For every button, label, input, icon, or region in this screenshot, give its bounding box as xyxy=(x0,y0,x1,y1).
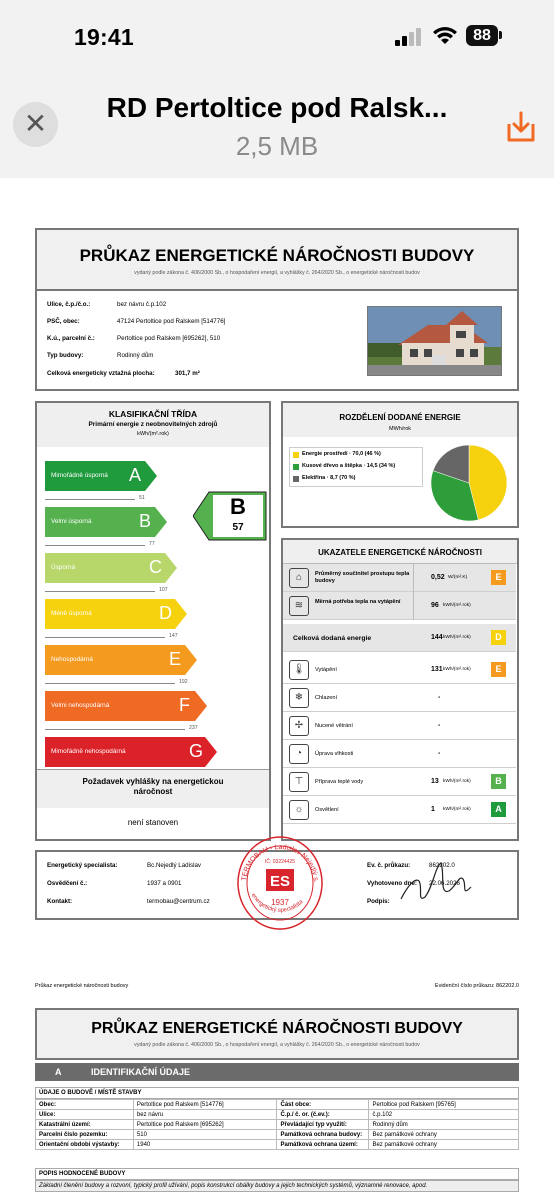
indicator-row xyxy=(283,796,516,824)
info-value: Rodinný dům xyxy=(117,352,154,359)
specialist-value: Bc.Nejedlý Ladislav xyxy=(147,862,201,869)
svg-text:1937: 1937 xyxy=(271,898,289,907)
info-label: PSČ, obec: xyxy=(47,318,80,325)
classification-title: KLASIFIKAČNÍ TŘÍDA xyxy=(108,409,198,419)
table-cell: Pertoltice pod Ralskem [95765] xyxy=(369,1100,519,1110)
table-cell: 510 xyxy=(133,1130,277,1140)
class-label: Méně úsporná xyxy=(51,610,92,617)
page2-subtitle: vydaný podle zákona č. 406/2000 Sb., o hospodaření energií, a vyhlášky č. 264/2020 Sb., o energetické náročnosti budov xyxy=(134,1042,420,1048)
building-info xyxy=(35,291,519,391)
indicator-unit: kWh/(m².rok) xyxy=(443,779,471,784)
table-cell: Rodinný dům xyxy=(369,1120,519,1130)
classification-subtitle: Primární energie z neobnovitelných zdrojů xyxy=(88,421,218,428)
class-label: Mimořádně nehospodárná xyxy=(51,748,126,755)
class-label: Úsporná xyxy=(51,564,76,571)
class-threshold: 107 xyxy=(159,587,168,593)
class-letter: G xyxy=(189,741,204,761)
viewer-header xyxy=(0,75,554,178)
legend-swatch xyxy=(293,476,299,482)
certificate-header xyxy=(35,228,519,291)
info-value: 301,7 m² xyxy=(175,370,200,377)
indicator-row xyxy=(283,740,516,768)
class-label: Mimořádně úsporná xyxy=(51,472,108,479)
specialist-label: Kontakt: xyxy=(47,898,73,905)
indicator-row xyxy=(283,624,516,652)
clock: 19:41 xyxy=(74,24,134,50)
table-cell: Ulice: xyxy=(36,1110,134,1120)
page2-header-left: Průkaz energetické náročnosti budovy xyxy=(35,983,129,989)
indicator-label: Celková dodaná energie xyxy=(293,635,372,642)
table-cell: č.p.102 xyxy=(369,1110,519,1120)
indicator-value: - xyxy=(438,722,441,729)
info-value: Pertoltice pod Ralskem [695262], 510 xyxy=(117,335,221,342)
info-value: 47124 Pertoltice pod Ralskem [514776] xyxy=(117,318,226,325)
indicator-row xyxy=(283,712,516,740)
table-cell: Pertoltice pod Ralskem [695262] xyxy=(133,1120,277,1130)
indicator-label: Průměrný součinitel prostupu tepla budovy xyxy=(315,571,410,584)
indicator-label: Měrná potřeba tepla na vytápění xyxy=(315,599,401,605)
class-bar-c xyxy=(45,553,177,583)
indicator-value: - xyxy=(438,694,441,701)
house-icon: ⌂ xyxy=(289,568,309,588)
indicator-value: 13 xyxy=(431,778,439,785)
indicator-row xyxy=(283,592,516,620)
page2-title: PRŮKAZ ENERGETICKÉ NÁROČNOSTI BUDOVY xyxy=(91,1020,463,1037)
tap-icon: ⊤ xyxy=(289,772,309,792)
indicator-unit: kWh/(m².rok) xyxy=(443,807,471,812)
table-title: ÚDAJE O BUDOVĚ / MÍSTĚ STAVBY xyxy=(35,1087,519,1099)
legend-label: Elektřina · 8,7 (70 %) xyxy=(302,475,356,481)
certificate-subtitle: vydaný podle zákona č. 406/2000 Sb., o hospodaření energií, a vyhlášky č. 264/2020 Sb., o energetické náročnosti budov xyxy=(134,270,420,276)
certificate-meta-label: Vyhotoveno dne: xyxy=(367,880,417,887)
certificate-meta-value: 22.06.2026 xyxy=(429,880,460,887)
file-title: RD Pertoltice pod Ralsk... xyxy=(106,92,448,123)
class-letter: F xyxy=(179,695,190,715)
description-text: Základní členění budovy a rozvoní, typický profil užívání, popis konstrukcí obálky budovy a jejich technických systémů, významné renovace, apod. xyxy=(35,1180,519,1192)
legend-swatch xyxy=(293,452,299,458)
table-cell: Orientační období výstavby: xyxy=(36,1140,134,1150)
indicators-title: UKAZATELE ENERGETICKÉ NÁROČNOSTI xyxy=(318,548,482,557)
indicator-unit: kWh/(m².rok) xyxy=(443,603,471,608)
indicator-unit: kWh/(m².rok) xyxy=(443,635,471,640)
class-letter: A xyxy=(129,465,142,485)
snowflake-icon: ❄ xyxy=(289,688,309,708)
legend-label: Energie prostředí · 70,0 (46 %) xyxy=(302,451,381,457)
wifi-icon xyxy=(432,25,458,45)
status-bar xyxy=(0,0,554,75)
info-label: Celková energeticky vztažná plocha: xyxy=(47,370,155,377)
radiator-icon: ≋ xyxy=(289,596,309,616)
info-value: bez návru č.p.102 xyxy=(117,301,167,308)
table-cell: Bez památkové ochrany xyxy=(369,1130,519,1140)
info-label: K.ú., parcelní č.: xyxy=(47,335,95,342)
certificate-title: PRŮKAZ ENERGETICKÉ NÁROČNOSTI BUDOVY xyxy=(79,246,475,265)
table-cell: bez návru xyxy=(133,1110,277,1120)
indicator-class-badge: E xyxy=(491,662,506,677)
section-a-header xyxy=(35,1063,519,1081)
indicator-label: Příprava teplé vody xyxy=(315,779,364,785)
indicator-value: 96 xyxy=(431,602,439,609)
table-cell: Část obce: xyxy=(277,1100,369,1110)
requirement-box xyxy=(37,769,269,839)
download-icon[interactable] xyxy=(505,110,537,144)
table-cell: Památková ochrana území: xyxy=(277,1140,369,1150)
class-bar-a xyxy=(45,461,157,491)
page2-header-right: Evidenční číslo průkazu: 862202.0 xyxy=(434,983,519,989)
table-row xyxy=(36,1120,519,1130)
legend-label: Kusové dřevo a štěpka · 14,5 (34 %) xyxy=(302,463,396,469)
table-cell: Č.p./ č. or. (č.ev.): xyxy=(277,1110,369,1120)
fan-icon: ✢ xyxy=(289,716,309,736)
table-cell: Památková ochrana budovy: xyxy=(277,1130,369,1140)
indicator-row xyxy=(283,768,516,796)
indicator-label: Vytápění xyxy=(315,667,337,673)
specialist-label: Osvědčení č.: xyxy=(47,880,88,887)
result-value: 57 xyxy=(232,522,244,533)
table-row xyxy=(36,1130,519,1140)
indicator-label: Osvětlení xyxy=(315,807,339,813)
bulb-icon: ☼ xyxy=(289,800,309,820)
document-viewer[interactable] xyxy=(0,178,554,1200)
certificate-meta-label: Podpis: xyxy=(367,898,390,905)
identification-table xyxy=(35,1099,519,1150)
class-threshold: 237 xyxy=(189,725,198,731)
table-cell: Parcelní číslo pozemku: xyxy=(36,1130,134,1140)
class-bar-f xyxy=(45,691,207,721)
requirement-title: Požadavek vyhlášky na energetickou náročnost xyxy=(82,777,224,796)
file-size: 2,5 MB xyxy=(235,131,319,161)
classification-panel xyxy=(35,401,271,841)
indicator-label: Nucené větrání xyxy=(315,723,353,729)
table-row xyxy=(36,1110,519,1120)
indicator-unit: kWh/(m².rok) xyxy=(443,667,471,672)
indicator-value: - xyxy=(438,750,441,757)
official-stamp xyxy=(236,833,324,933)
page2-title-box xyxy=(35,1008,519,1060)
indicator-value: 144 xyxy=(431,634,443,641)
thermometer-icon: 🌡 xyxy=(289,660,309,680)
class-threshold: 51 xyxy=(139,495,145,501)
svg-text:IČ: 03224425: IČ: 03224425 xyxy=(264,859,296,865)
indicator-label: Chlazení xyxy=(315,695,338,701)
building-photo xyxy=(367,306,502,376)
table-cell: Katastrální území: xyxy=(36,1120,134,1130)
class-label: Velmi nehospodárná xyxy=(51,702,110,709)
class-bar-e xyxy=(45,645,197,675)
info-label: Typ budovy: xyxy=(47,352,84,359)
result-marker xyxy=(193,491,267,541)
result-letter: B xyxy=(230,494,246,519)
indicator-unit: W/(m².K) xyxy=(448,575,468,580)
indicator-value: 0,52 xyxy=(431,574,445,581)
class-bar-d xyxy=(45,599,187,629)
class-letter: E xyxy=(169,649,182,669)
table-cell: Bez památkové ochrany xyxy=(369,1140,519,1150)
distribution-legend xyxy=(289,447,423,487)
class-letter: C xyxy=(149,557,162,577)
humidity-icon: ◔ xyxy=(289,744,309,764)
indicator-label: Úprava vlhkosti xyxy=(315,751,354,757)
indicator-class-badge: B xyxy=(491,774,506,789)
svg-text:energetický specialista: energetický specialista xyxy=(249,892,305,914)
energy-distribution-panel xyxy=(281,401,519,528)
indicator-class-badge: A xyxy=(491,802,506,817)
indicators-panel xyxy=(281,538,519,841)
section-title: IDENTIFIKAČNÍ ÚDAJE xyxy=(91,1067,191,1077)
svg-text:ES: ES xyxy=(269,873,291,890)
class-bar-b xyxy=(45,507,167,537)
requirement-value: není stanoven xyxy=(127,818,179,827)
table-cell: Pertoltice pod Ralskem [514776] xyxy=(133,1100,277,1110)
indicator-row xyxy=(283,564,516,592)
table-cell: Převládající typ využití: xyxy=(277,1120,369,1130)
specialist-value: termobau@centrum.cz xyxy=(147,898,210,905)
indicator-value: 131 xyxy=(431,666,443,673)
legend-swatch xyxy=(293,464,299,470)
specialist-value: 1937 a 0901 xyxy=(147,880,182,887)
table-cell: Obec: xyxy=(36,1100,134,1110)
svg-text:TERMOBAU - Ladislav Nejedlý s.: TERMOBAU - Ladislav Nejedlý s. xyxy=(241,843,320,883)
class-threshold: 147 xyxy=(169,633,178,639)
class-threshold: 77 xyxy=(149,541,155,547)
info-label: Ulice, č.p./č.o.: xyxy=(47,301,91,308)
cellular-signal-icon xyxy=(395,27,423,46)
section-letter: A xyxy=(55,1067,62,1077)
indicator-row xyxy=(283,684,516,712)
battery-icon: 88 xyxy=(466,25,498,46)
close-icon: ✕ xyxy=(23,108,48,139)
table-cell: 1940 xyxy=(133,1140,277,1150)
class-letter: B xyxy=(139,511,152,531)
class-label: Nehospodárná xyxy=(51,656,93,663)
certificate-meta-value: 862202.0 xyxy=(429,862,455,869)
classification-unit: kWh/(m².rok) xyxy=(137,431,169,437)
pie-chart xyxy=(429,443,509,523)
distribution-title: ROZDĚLENÍ DODANÉ ENERGIE xyxy=(339,413,461,422)
table-row xyxy=(36,1140,519,1150)
indicator-class-badge: D xyxy=(491,630,506,645)
table-row xyxy=(36,1100,519,1110)
signature xyxy=(397,857,477,907)
certificate-meta-label: Ev. č. průkazu: xyxy=(367,862,411,869)
class-letter: D xyxy=(159,603,172,623)
class-threshold: 192 xyxy=(179,679,188,685)
specialist-label: Energetický specialista: xyxy=(47,862,118,869)
indicator-class-badge: E xyxy=(491,570,506,585)
indicator-row xyxy=(283,656,516,684)
distribution-unit: MWh/rok xyxy=(389,426,411,432)
description-title: POPIS HODNOCENÉ BUDOVY xyxy=(35,1168,519,1180)
class-bar-g xyxy=(45,737,217,767)
class-label: Velmi úsporná xyxy=(51,518,92,525)
indicator-value: 1 xyxy=(431,806,435,813)
